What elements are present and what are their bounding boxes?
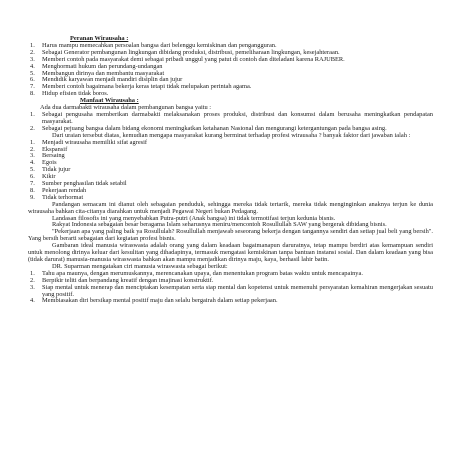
list-item-number: 4. — [30, 297, 35, 305]
list-item-number: 1. — [30, 138, 35, 146]
paragraph-rakyat: Rakyat Indonesia sebagaian besar beragama Islam seharusnya meniru/mencontoh Rosullullah SAW yang bergerak dibidang bisnis. — [52, 221, 387, 229]
list-item-text: Menghormati hukum dan perundang-undangan — [42, 62, 163, 70]
list-item-number: 2. — [30, 145, 35, 153]
list-manfaat — [28, 112, 433, 133]
list-item — [28, 153, 433, 160]
list-item — [28, 167, 433, 174]
list-item-text: Mendidik karyawan menjadi mandiri disiplin dan jujur — [42, 76, 183, 84]
list-item — [28, 126, 433, 133]
list-item-text: Egois — [42, 159, 57, 167]
list-item-number: 3. — [30, 283, 35, 291]
list-item-number: 3. — [30, 152, 35, 160]
list-item-number: 1. — [30, 110, 35, 118]
list-item — [28, 181, 433, 188]
paragraph-gambaran: Gambaran ideal manusia wiraswasta adalah orang yang dalam keadaan bagaimanapun daruratnya, tetap mampu berdiri atas kemampuan sendiri untuk menolong dirinya keluar dari kesulitan yang dihadapinya, termasuk mengatasi kemiskinan tanpa bantuan instansi sosial. Dan dalam keadaan yang bisa (tidak darurat) manusia-manusia wiraswasta bahkan akan mampu menjadikan dirinya maju, kaya, berhasil lahir batin. — [28, 242, 433, 263]
list-item — [28, 298, 433, 305]
list-item-number: 2. — [30, 48, 35, 56]
list-item-number: 6. — [30, 173, 35, 181]
list-peranan — [28, 43, 433, 98]
list-ciri — [28, 271, 433, 306]
list-item-number: 3. — [30, 55, 35, 63]
list-item-number: 1. — [30, 41, 35, 49]
paragraph-suparman: DR. Suparman mengatakan ciri manusia wiraswasta sebagai berikut: — [52, 262, 228, 270]
list-item-text: Sumber penghasilan tidak setabil — [42, 180, 127, 188]
list-item-text: Sebagai pejuang bangsa dalam bidang ekonomi meningkatkan ketahanan Nasional dan mengurangi ketergantungan pada bangsa asing. — [42, 124, 387, 132]
list-item-text: Membangun dirinya dan membantu masyarakat — [42, 69, 165, 77]
list-item-text: Ekspansif — [42, 145, 68, 153]
list-item — [28, 91, 433, 98]
list-item-number: 2. — [30, 124, 35, 132]
list-item-number: 8. — [30, 186, 35, 194]
list-item-text: Pekerjaan rendah — [42, 186, 87, 194]
list-item-text: Bersaing — [42, 152, 65, 160]
list-item-number: 2. — [30, 276, 35, 284]
paragraph-landasan: Landasan filosofis ini yang menyebabkan Putra-putri (Anak bangsa) ini tidak termotifasi terjun kedunia bisnis. — [52, 214, 336, 222]
list-item-text: Memberi contoh pada masyarakat demi sebagai pribadi unggul yang patut di contoh dan diteladani karena RAJUBER. — [42, 55, 345, 63]
list-item-number: 1. — [30, 269, 35, 277]
list-item-text: Membiasakan diri bersikap mental positif maju dan selalu bergairah dalam setiap pekerjaan. — [42, 297, 278, 305]
list-item-number: 6. — [30, 76, 35, 84]
list-item-number: 5. — [30, 166, 35, 174]
list-item — [28, 285, 433, 299]
list-item-number: 4. — [30, 62, 35, 70]
paragraph-faktor: Dari uraian tersebut diatas, kemudian mengapa masyarakat kurang berminat terhadap profesi wirausaha ? banyak faktor dari jawaban ialah : — [52, 131, 411, 139]
list-item-number: 9. — [30, 193, 35, 201]
heading-manfaat: Manfaat Wirausaha : — [80, 97, 139, 105]
list-item — [28, 195, 433, 202]
list-item-number: 7. — [30, 83, 35, 91]
list-item-number: 5. — [30, 69, 35, 77]
list-item-text: Tahu apa maunya, dengan merumuskannya, merencanakan upaya, dan menentukan program batas waktu untuk mencapainya. — [42, 269, 363, 277]
list-item-text: Harus mampu memecahkan persoalan bangsa dari belenggu kemiskinan dan pengangguran. — [42, 41, 277, 49]
list-item-text: Tidak terhormat — [42, 193, 84, 201]
list-item — [28, 160, 433, 167]
list-item-text: Sebagai Generator pembangunan lingkungan dibidang produksi, distribusi, pemeliharaan lingkungan, kesejahteraan. — [42, 48, 340, 56]
list-item-number: 7. — [30, 180, 35, 188]
list-item-text: Menjadi wirausaha memiliki sifat agresif — [42, 138, 148, 146]
list-item — [28, 147, 433, 154]
list-item-text: Memberi contoh bagaimana bekerja keras tetapi tidak melupakan perintah agama. — [42, 83, 252, 91]
paragraph-pandangan: Pandangan semacam ini dianut oleh sebagaian penduduk, sehingga mereka tidak tertarik, mereka tidak menginginkan anaknya terjun ke dunia wirausaha bahkan cita-citanya diarahkan untuk menjadi Pegawai Negeri bukan Pedagang. — [28, 200, 433, 215]
list-item-number: 4. — [30, 159, 35, 167]
list-item-text: Berpikir teliti dan berpandang kreatif dengan imajinasi konstruktif. — [42, 276, 214, 284]
list-item-text: Siap mental untuk menerap dan menciptakan kesempatan serta siap mental dan kopetensi untuk memenuhi persyaratan kemahiran mengerjakan sesuatu yang positif. — [42, 283, 433, 298]
list-item — [28, 140, 433, 147]
list-item-text: Kikir — [42, 173, 56, 181]
list-item-text: Sebagai pengusaha memberikan darmabakti melaksanakan proses produksi, distribusi dan konsumsi dalam berusaha meningkatkan pendapatan masyarakat. — [42, 110, 433, 125]
heading-peranan: Peranan Wirausaha : — [70, 35, 129, 42]
manfaat-intro: Ada dua darmabakti wirausaha dalam pembangunan bangsa yaitu : — [40, 104, 212, 112]
list-item — [28, 112, 433, 126]
list-item-number: 8. — [30, 90, 35, 98]
list-item — [28, 188, 433, 195]
paragraph-hadits: "Pekerjaan apa yang paling baik ya Rosullulah? Rosullullah menjawab seseorang bekerja dengan tangannya sendiri dan setiap jual beli yang bersih". Yang bersih berarti sebagaian dari kegiatan profesi bisnis. — [28, 228, 433, 243]
list-item-text: Tidak jujur — [42, 166, 71, 174]
list-item-text: Hidup efisien tidak boros. — [42, 90, 109, 98]
list-faktor — [28, 140, 433, 202]
